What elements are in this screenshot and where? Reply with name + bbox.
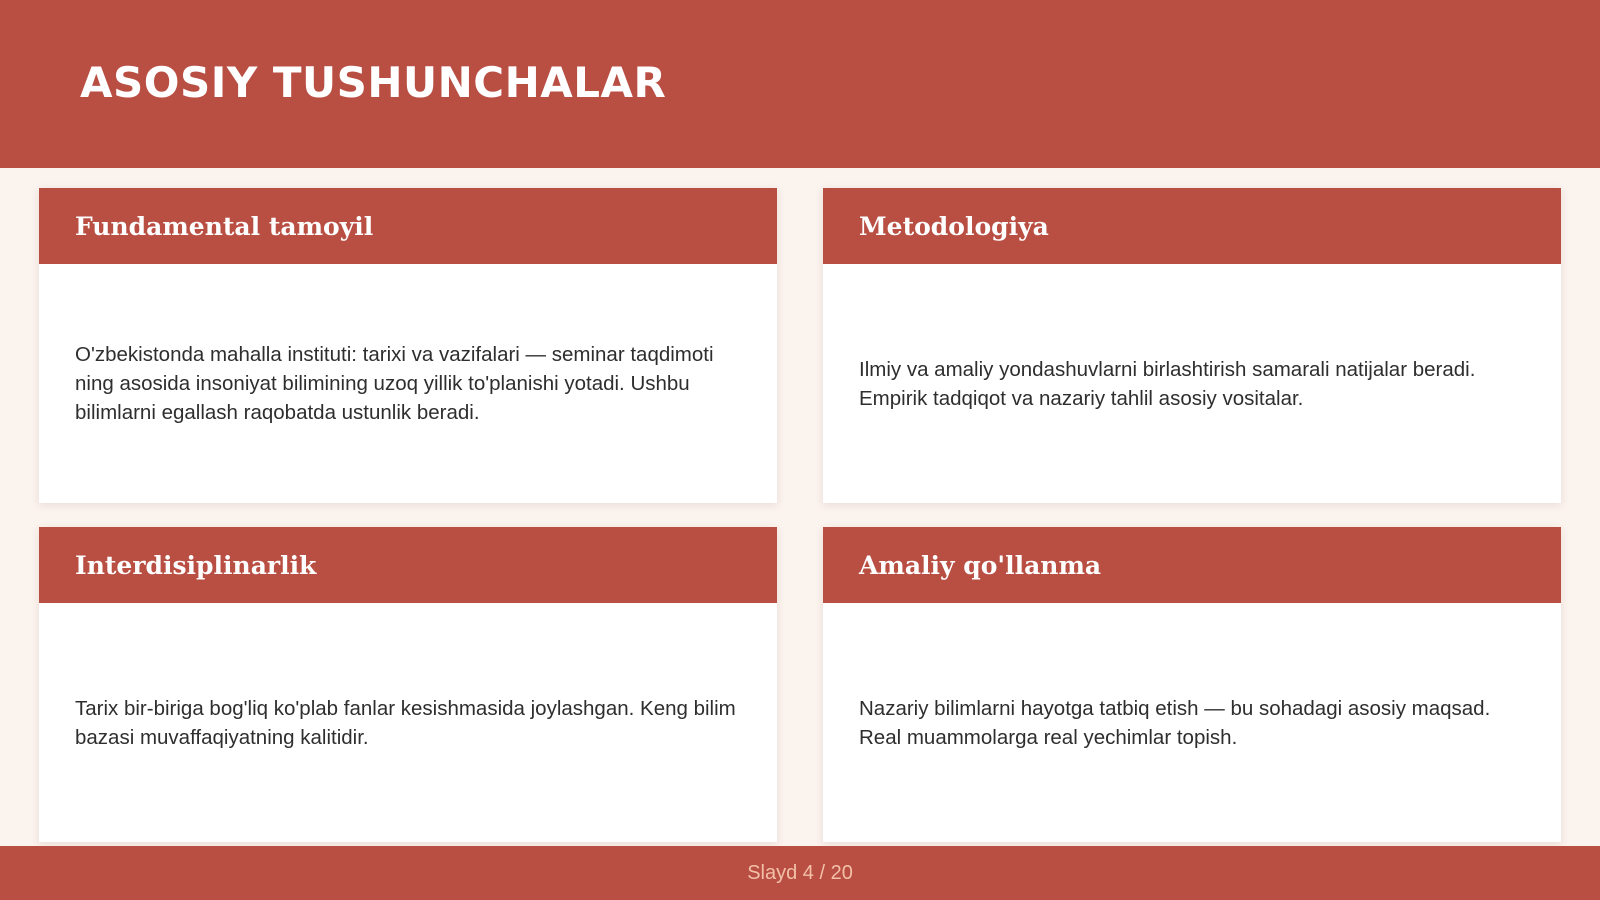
card-methodology: [823, 188, 1561, 503]
card-text: Nazariy bilimlarni hayotga tatbiq etish — bu sohadagi asosiy maqsad. Real muammolarga real yechimlar topish.: [859, 696, 1491, 749]
card-fundamental-principle: [39, 188, 777, 503]
slide-footer: [0, 846, 1600, 900]
card-body: [823, 603, 1561, 842]
slide-header: [0, 0, 1600, 168]
card-heading: Fundamental tamoyil: [75, 211, 374, 241]
slide-title: ASOSIY TUSHUNCHALAR: [80, 58, 667, 107]
card-header: [39, 527, 777, 603]
slide-counter: Slayd 4 / 20: [747, 861, 853, 884]
card-practical-application: [823, 527, 1561, 842]
card-header: [39, 188, 777, 264]
card-text: O'zbekistonda mahalla instituti: tarixi va vazifalari — seminar taqdimoti ning asosida insoniyat bilimining uzoq yillik to'planishi yotadi. Ushbu bilimlarni egallash raqobatda ustunlik beradi.: [75, 343, 714, 424]
card-header: [823, 188, 1561, 264]
card-heading: Amaliy qo'llanma: [859, 550, 1102, 580]
card-heading: Metodologiya: [859, 211, 1049, 241]
card-body: [39, 264, 777, 503]
card-text: Ilmiy va amaliy yondashuvlarni birlashtirish samarali natijalar beradi. Empirik tadqiqot va nazariy tahlil asosiy vositalar.: [859, 357, 1476, 410]
card-text: Tarix bir-biriga bog'liq ko'plab fanlar kesishmasida joylashgan. Keng bilim bazasi muvaffaqiyatning kalitidir.: [75, 696, 736, 749]
card-header: [823, 527, 1561, 603]
card-interdisciplinarity: [39, 527, 777, 842]
card-body: [823, 264, 1561, 503]
card-heading: Interdisiplinarlik: [75, 550, 317, 580]
card-body: [39, 603, 777, 842]
